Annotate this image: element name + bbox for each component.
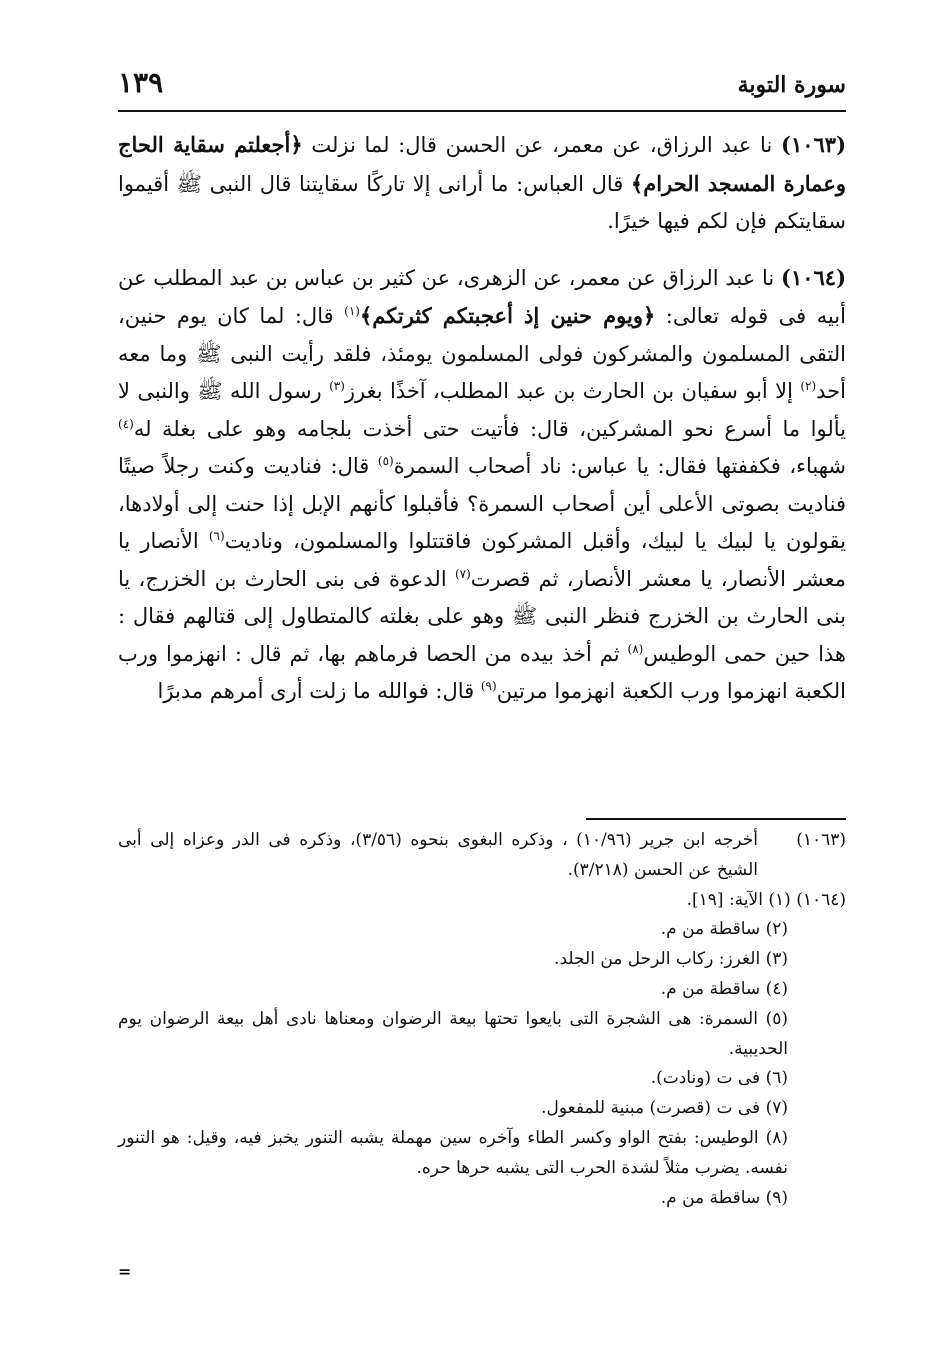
footnote-item	[118, 1005, 846, 1065]
footnote-marker: (١)	[344, 304, 360, 318]
footnote-item-text: ساقطة من م.	[660, 919, 761, 940]
footnote-marker: (٣)	[329, 379, 345, 393]
hadith-1063	[118, 126, 846, 241]
page-header	[118, 58, 846, 110]
hadith-text: نا عبد الرزاق، عن معمر، عن الحسن قال: لما نزلت	[302, 133, 782, 157]
footnote-item-number: (٣)	[765, 949, 788, 970]
footnote-item-text: ساقطة من م.	[660, 1187, 761, 1208]
footnote-item	[118, 945, 846, 975]
footnote-item-number: (٤)	[765, 978, 788, 999]
surah-title: سورة التوبة	[737, 72, 846, 98]
hadith-text: إلا أبو سفيان بن الحارث بن عبد المطلب، آخذًا بغرز	[344, 379, 801, 403]
page-number: ١٣٩	[118, 66, 164, 99]
footnote-marker: (٢)	[800, 379, 817, 393]
footnote-item	[118, 1064, 846, 1094]
hadith-text: الأنصار يا معشر الأنصار، يا معشر الأنصار، ثم قصرت	[118, 529, 846, 591]
hadith-text: ثم أخذ بيده من الحصا فرماهم بها، ثم قال : انهزموا ورب الكعبة انهزموا ورب الكعبة انهزموا مرتين	[118, 641, 846, 703]
header-rule	[118, 110, 846, 112]
main-text	[118, 120, 846, 711]
hadith-number: (١٠٦٣)	[781, 132, 847, 157]
footnote-item-number: (٦)	[765, 1068, 788, 1089]
footnote-item-number: (٧)	[765, 1098, 788, 1119]
footnotes	[118, 826, 846, 1213]
hadith-text: قال: فوالله ما زلت أرى أمرهم مدبرًا	[157, 679, 481, 703]
footnote-marker: (٤)	[118, 416, 134, 431]
footnote-marker: (٦)	[208, 529, 225, 543]
footnote-item	[118, 975, 846, 1005]
footnote-marker: (٩)	[480, 679, 497, 693]
footnote-item	[118, 1094, 846, 1124]
footnote-item-text: فى ت (قصرت) مبنية للمفعول.	[541, 1098, 761, 1119]
footnote-item	[118, 1184, 846, 1214]
hadith-text: شهباء، فكففتها فقال: يا عباس: ناد أصحاب السمرة	[393, 454, 846, 478]
hadith-text: قال: لما كان يوم حنين، التقى المسلمون والمشركون فولى المسلمون يومئذ، فلقد رأيت النبى ﷺ وما معه أحد	[118, 304, 846, 403]
footnote-rule	[586, 818, 846, 820]
footnote-marker: (٥)	[377, 454, 394, 468]
footnote-item-number: (٨)	[765, 1127, 788, 1148]
hadith-text: قال: فناديت وكنت رجلاً صيتًا فناديت بصوتى الأعلى أين أصحاب السمرة؟ فأقبلوا كأنهم الإبل إذا حنت إلى أولادها، يقولون يا لبيك يا لبيك، وأقبل المشركون فاقتتلوا والمسلمون، وناديت	[118, 454, 846, 553]
hadith-text: قال العباس: ما أرانى إلا تاركًا سقايتنا قال النبى ﷺ أقيموا سقايتكم فإن لكم فيها خيرًا.	[118, 171, 846, 233]
footnote-item-number: (٥)	[765, 1008, 789, 1029]
hadith-text: الدعوة فى بنى الحارث بن الخزرج، يا بنى الحارث بن الخزرج فنظر النبى ﷺ وهو على بغلته كالمتطاول إلى قتالهم فقال : هذا حين حمى الوطيس	[118, 566, 846, 666]
footnote-1063	[118, 826, 846, 886]
footnote-item	[118, 915, 846, 945]
hadith-text: نا عبد الرزاق عن معمر، عن الزهرى، عن كثير بن عباس بن عبد المطلب عن أبيه فى قوله تعالى:	[118, 265, 846, 328]
footnote-item-text: ساقطة من م.	[660, 978, 761, 999]
footnote-item-text: الوطيس: بفتح الواو وكسر الطاء وآخره سين مهملة يشبه التنور يخبز فيه، وقيل: هو التنور نفسه. يضرب مثلاً لشدة الحرب التى يشبه حرها حره.	[118, 1127, 788, 1178]
hadith-number: (١٠٦٤)	[781, 264, 846, 290]
footnote-number: (١٠٦٤)	[796, 889, 846, 910]
quran-quote: ﴿ويوم حنين إذ أعجبتكم كثرتكم﴾	[359, 303, 656, 328]
footnote-item-text: السمرة: هى الشجرة التى بايعوا تحتها بيعة الرضوان ومعناها نادى أهل بيعة الرضوان يوم الحديبية.	[118, 1008, 788, 1059]
footnote-item	[118, 1124, 846, 1184]
continuation-mark: =	[118, 1262, 132, 1281]
footnote-item-number: (٢)	[765, 919, 788, 940]
footnote-item-number: (١)	[768, 889, 791, 910]
footnote-marker: (٨)	[627, 641, 644, 656]
footnote-item-text: الآية: [١٩].	[686, 889, 763, 910]
quran-quote: ﴿أجعلتم سقاية الحاج وعمارة المسجد الحرام﴾	[118, 132, 846, 196]
footnote-marker: (٧)	[454, 566, 471, 581]
footnote-text: أخرجه ابن جرير (١٠/٩٦) ، وذكره البغوى بنحوه (٣/٥٦)، وذكره فى الدر وعزاه إلى أبى الشيخ عن الحسن (٣/٢١٨).	[118, 830, 759, 880]
footnote-1064	[118, 886, 846, 916]
hadith-text: رسول الله ﷺ والنبى لا يألوا ما أسرع نحو المشركين، قال: فأتيت حتى أخذت بلجامه وهو على بغلة له	[118, 379, 846, 441]
footnote-number: (١٠٦٣)	[796, 830, 846, 850]
footnote-item-text: فى ت (ونادت).	[650, 1068, 761, 1089]
footnote-item-text: الغرز: ركاب الرحل من الجلد.	[554, 949, 761, 970]
footnote-item-number: (٩)	[765, 1187, 788, 1208]
hadith-1064	[118, 259, 846, 711]
